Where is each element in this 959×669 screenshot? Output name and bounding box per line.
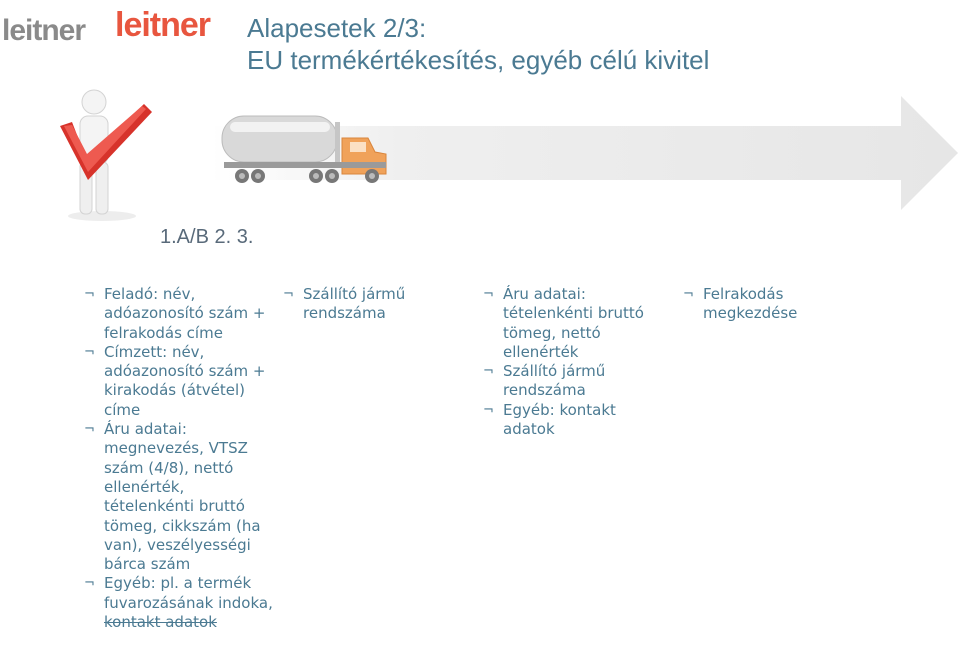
list-item: [683, 285, 843, 324]
list-item: [84, 285, 274, 343]
list-item-text: Szállító jármű rendszáma: [303, 285, 406, 323]
column-vehicle-data: [283, 285, 463, 324]
bullet-icon: ¬: [84, 344, 95, 360]
list-item: [483, 285, 668, 362]
bullet-icon: ¬: [84, 422, 95, 438]
list-item-text: Egyéb: pl. a termék fuvarozásának indoka,: [104, 574, 273, 612]
bullet-icon: ¬: [283, 287, 294, 302]
struck-text: kontakt adatok: [104, 613, 217, 632]
list-item-text: Felrakodás megkezdése: [703, 285, 798, 323]
bullet-icon: ¬: [84, 287, 95, 302]
tanker-truck-icon: [220, 108, 395, 190]
steps-label: 1.A/B 2. 3.: [160, 226, 254, 248]
bullet-icon: ¬: [84, 576, 95, 592]
title-line-1: Alapesetek 2/3:: [247, 13, 427, 43]
column-goods-data: [483, 285, 668, 439]
column-shipper-data: [84, 285, 274, 632]
list-item-text: Feladó: név, adóazonosító szám + felrakodás címe: [104, 285, 266, 342]
checkmark-figure-icon: [52, 88, 162, 223]
bullet-icon: ¬: [483, 364, 494, 380]
list-item: [84, 574, 274, 632]
list-item-text: Címzett: név, adóazonosító szám + kirakodás (átvétel) címe: [104, 342, 266, 419]
leitner-logo: [2, 8, 232, 48]
bullet-icon: ¬: [483, 287, 494, 302]
logo-word-grey: leitner: [2, 14, 86, 47]
list-item-text: Szállító jármű rendszáma: [503, 362, 606, 400]
bullet-icon: ¬: [483, 402, 494, 418]
list-item: [483, 401, 668, 440]
list-item-text: Áru adatai: megnevezés, VTSZ szám (4/8), nettó ellenérték, tételenkénti bruttó tömeg, cikkszám (ha van), veszélyességi bárca szám: [104, 420, 261, 574]
list-item: [283, 285, 463, 324]
bullet-icon: ¬: [683, 287, 694, 302]
column-loading-start: [683, 285, 843, 324]
list-item-text: Egyéb: kontakt adatok: [503, 400, 616, 439]
list-item: [483, 362, 668, 401]
list-item-text: Áru adatai: tételenkénti bruttó tömeg, nettó ellenérték: [503, 285, 644, 361]
slide-title: [247, 12, 709, 76]
list-item: [84, 343, 274, 420]
list-item: [84, 420, 274, 574]
logo-word-red: leitner: [115, 6, 211, 44]
title-line-2: EU termékértékesítés, egyéb célú kivitel: [247, 45, 710, 75]
